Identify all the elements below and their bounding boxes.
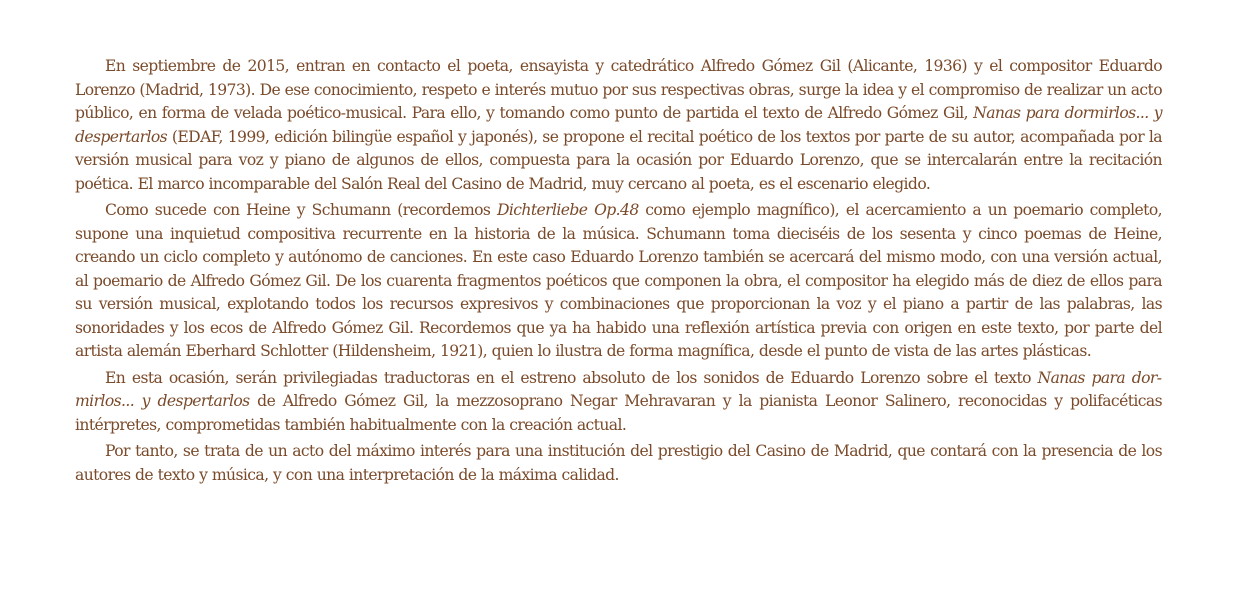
paragraph-3-text-2: de Alfredo Gómez Gil, la mezzosoprano Negar Mehravaran y la pianista Leonor Salinero, reconocidas y polifacéticas intérpretes, comprometidas también habitualmente con la creación actual. bbox=[75, 392, 1162, 434]
document-body bbox=[75, 55, 1162, 490]
paragraph-1-text-1: En septiembre de 2015, entran en contacto el poeta, ensayista y catedrático Alfredo Gómez Gil (Alicante, 1936) y el compositor Eduardo Lorenzo (Madrid, 1973). De ese conocimiento, respeto e interés mutuo por sus respectivas obras, surge la idea y el compromiso de realizar un acto público, en forma de velada poético-musical. Para ello, y tomando como punto de partida el texto de Alfredo Gómez Gil, bbox=[75, 57, 1163, 122]
work-title-italic: Dichterliebe Op.48 bbox=[496, 201, 639, 219]
book-title-italic: Nanas para dormirlos... y despertarlos bbox=[75, 368, 1162, 410]
paragraph-1 bbox=[75, 55, 1162, 196]
paragraph-3-text-1: En esta ocasión, serán privilegiadas traductoras en el estreno absoluto de los sonidos de Eduardo Lorenzo sobre el texto bbox=[105, 368, 1038, 387]
paragraph-4-text-1: Por tanto, se trata de un acto del máximo interés para una institución del prestigio del Casino de Madrid, que contará con la presencia de los autores de texto y música, y con una interpretación de la máxima calidad. bbox=[75, 442, 1162, 484]
paragraph-2-text-1: Como sucede con Heine y Schumann (recordemos bbox=[105, 201, 497, 219]
paragraph-3 bbox=[75, 367, 1162, 438]
paragraph-1-text-2: (EDAF, 1999, edición bilingüe español y japonés), se propone el recital poético de los textos por parte de su autor, acompañada por la versión musical para voz y piano de algunos de ellos, compuesta para la ocasión por Eduardo Lorenzo, que se intercalarán entre la recitación poética. El marco incomparable del Salón Real del Casino de Madrid, muy cercano al poeta, es el escenario elegido. bbox=[75, 127, 1162, 193]
paragraph-4 bbox=[75, 440, 1162, 487]
book-title-italic: Nanas para dormirlos... y despertarlos bbox=[75, 104, 1162, 146]
paragraph-2-text-2: como ejemplo magnífico), el acercamiento a un poemario completo, supone una inquietud compositiva recurrente en la historia de la música. Schumann toma dieciséis de los sesenta y cinco poemas de Heine, creando un ciclo completo y autónomo de canciones. En este caso Eduardo Lorenzo también se acercará del mismo modo, con una versión actual, al poemario de Alfredo Gómez Gil. De los cuarenta fragmentos poéticos que componen la obra, el compositor ha elegido más de diez de ellos para su versión musical, explotando todos los recursos expresivos y combinaciones que proporcionan la voz y el piano a partir de las palabras, las sonoridades y los ecos de Alfredo Gómez Gil. Recordemos que ya ha habido una reflexión artística previa con origen en este texto, por parte del artista alemán Eberhard Schlotter (Hildensheim, 1921), quien lo ilustra de forma magnífica, desde el punto de vista de las artes plásticas. bbox=[75, 201, 1162, 360]
paragraph-2 bbox=[75, 199, 1162, 364]
